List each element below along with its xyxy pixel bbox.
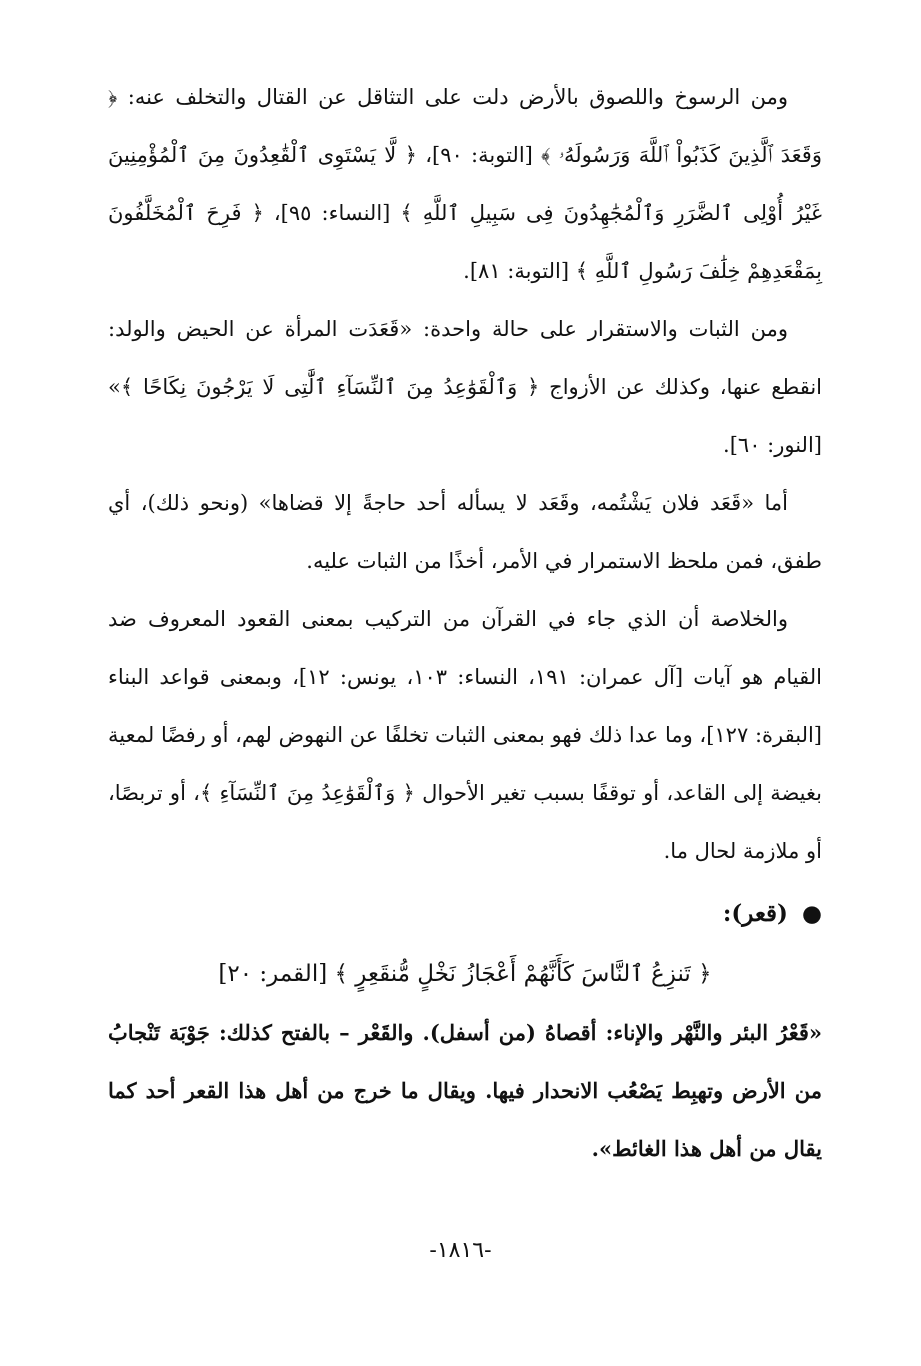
page-body [108,68,822,1178]
paragraph-rusukh: ومن الرسوخ واللصوق بالأرض دلت على التثاقل عن القتال والتخلف عنه: ﴿ وَقَعَدَ ٱلَّذِينَ كَذَبُواْ ٱللَّهَ وَرَسُولَهُۥ ﴾ [التوبة: ٩٠]، ﴿ لَّا يَسْتَوِى ٱلْقَٰعِدُونَ مِنَ ٱلْمُؤْمِنِينَ غَيْرُ أُوْلِى ٱلضَّرَرِ وَٱلْمُجَٰهِدُونَ فِى سَبِيلِ ٱللَّهِ ﴾ [النساء: ٩٥]، ﴿ فَرِحَ ٱلْمُخَلَّفُونَ بِمَقْعَدِهِمْ خِلَٰفَ رَسُولِ ٱللَّهِ ﴾ [التوبة: ٨١]. [108,85,822,283]
paragraph-khulasa: والخلاصة أن الذي جاء في القرآن من التركيب بمعنى القعود المعروف ضد القيام هو آيات [آل عمران: ١٩١، النساء: ١٠٣، يونس: ١٢]، وبمعنى قواعد البناء [البقرة: ١٢٧]، وما عدا ذلك فهو بمعنى الثبات تخلفًا عن النهوض لهم، أو رفضًا لمعية بغيضة إلى القاعد، أو توقفًا بسبب تغير الأحوال ﴿ وَٱلْقَوَٰعِدُ مِنَ ٱلنِّسَآءِ ﴾، أو تربصًا، أو ملازمة لحال ما. [108,607,822,863]
section-heading-text: (قعر): [722,900,788,927]
page-number: -١٨١٦- [429,1238,492,1263]
quran-verse: ﴿ تَنزِعُ ٱلنَّاسَ كَأَنَّهُمْ أَعْجَازُ نَخْلٍ مُّنقَعِرٍ ﴾ [القمر: ٢٠] [218,961,712,987]
definition-paragraph: «قَعْرُ البئر والنَّهْر والإناء: أقصاهُ (من أسفل). والقَعْر – بالفتح كذلك: جَوْبَة تَنْجابُ من الأرض وتهبِط يَصْعُب الانحدار فيها. ويقال ما خرج من أهل هذا القعر أحد كما يقال من أهل هذا الغائط». [108,1020,822,1161]
paragraph-qaad-fulan: أما «قَعَد فلان يَشْتُمه، وقَعَد لا يسأله أحد حاجةً إلا قضاها» (ونحو ذلك)، أي طفق، فمن ملحظ الاستمرار في الأمر، أخذًا من الثبات عليه. [108,491,822,573]
section-heading [108,884,822,944]
bullet-icon: ● [801,900,822,927]
paragraph-thabat: ومن الثبات والاستقرار على حالة واحدة: «قَعَدَت المرأة عن الحيض والولد: انقطع عنها، وكذلك عن الأزواج ﴿ وَٱلْقَوَٰعِدُ مِنَ ٱلنِّسَآءِ ٱلَّٰتِى لَا يَرْجُونَ نِكَاحًا ﴾» [النور: ٦٠]. [108,317,822,457]
